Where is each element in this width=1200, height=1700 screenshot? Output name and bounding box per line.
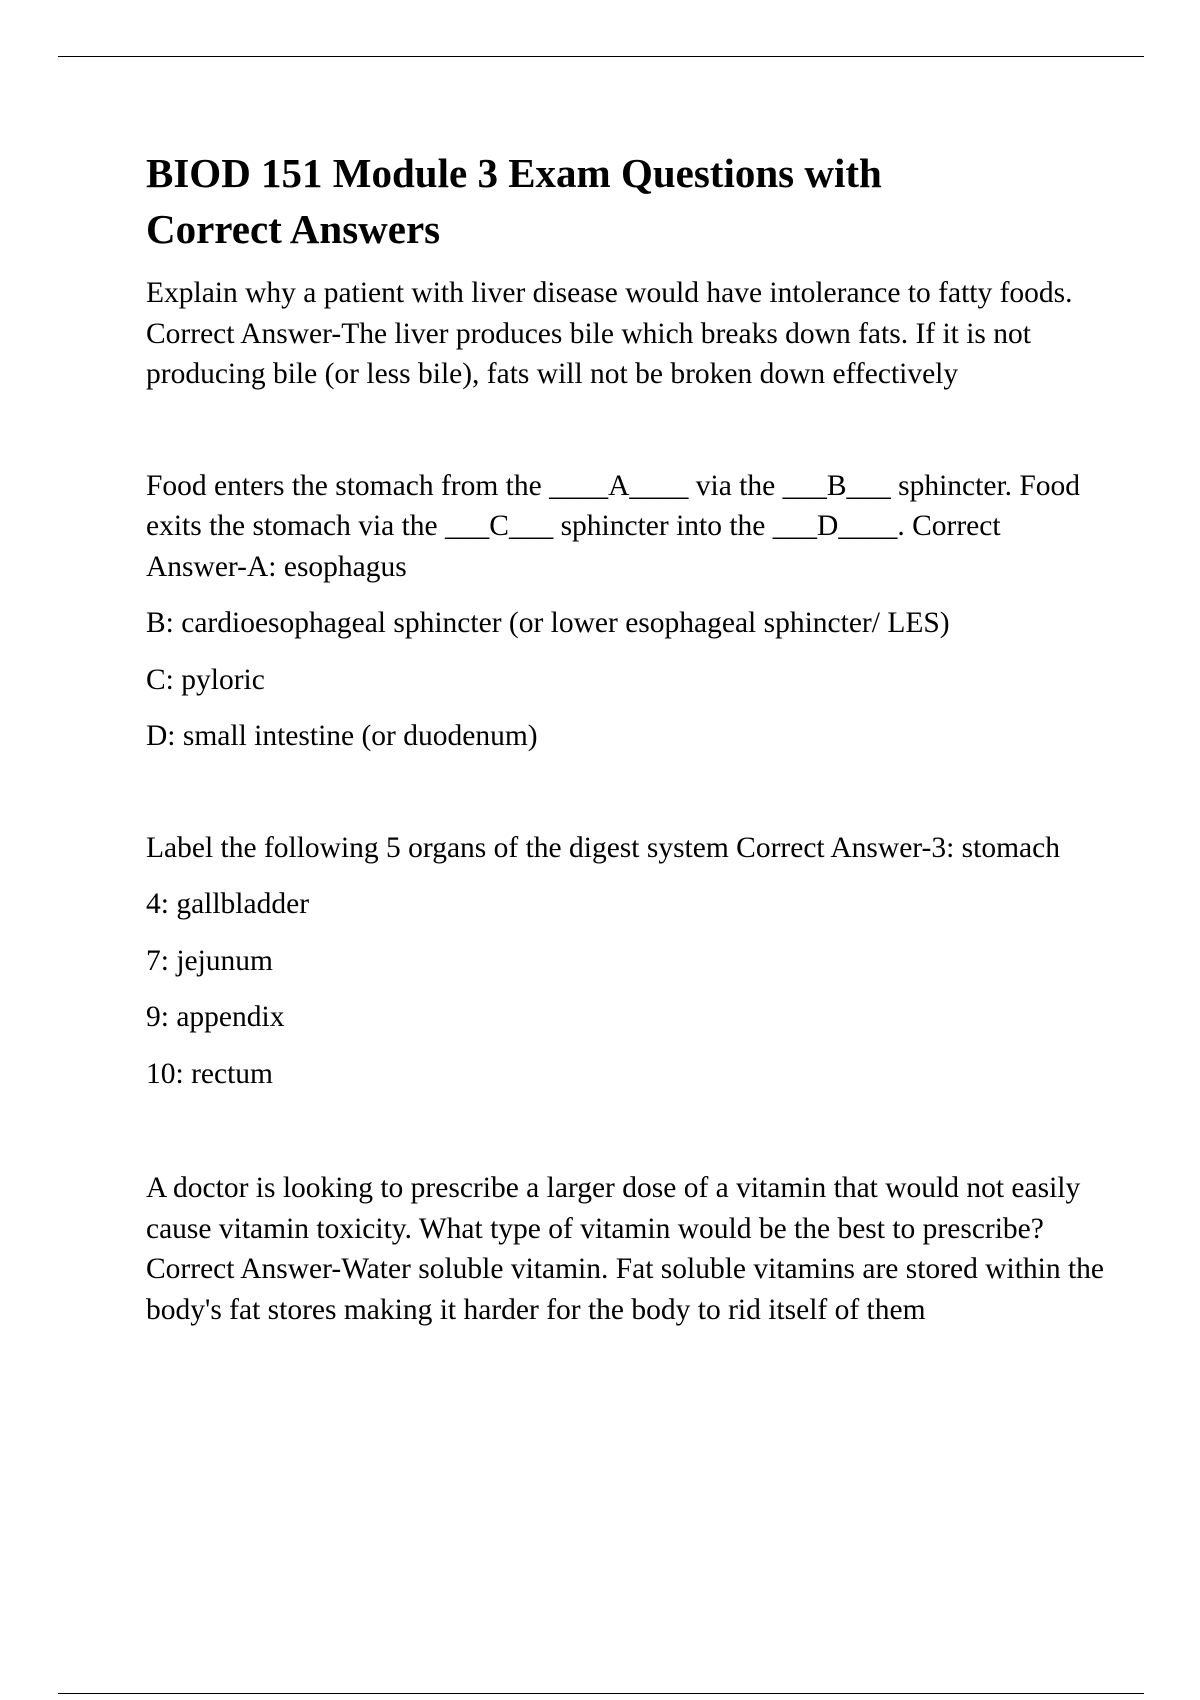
bottom-rule bbox=[58, 1693, 1144, 1694]
question-text: Food enters the stomach from the ____A____ via the ___B___ sphincter. Food exits the stomach via the ___C___ sphincter into the ___D____. Correct Answer-A: esophagus bbox=[146, 469, 1081, 583]
question-block-2 bbox=[146, 466, 1106, 757]
top-rule bbox=[58, 56, 1144, 57]
answer-line: 9: appendix bbox=[146, 1001, 285, 1033]
question-text: A doctor is looking to prescribe a larger dose of a vitamin that would not easily cause vitamin toxicity. What type of vitamin would be the best to prescribe? Correct Answer-Water soluble vitamin. Fat soluble vitamins are stored within the body's fat stores making it harder for the body to rid itself of them bbox=[146, 1172, 1105, 1326]
document-title: BIOD 151 Module 3 Exam Questions with Correct Answers bbox=[146, 150, 882, 252]
answer-line: 10: rectum bbox=[146, 1057, 273, 1090]
answer-line: D: small intestine (or duodenum) bbox=[146, 720, 538, 752]
question-block-1 bbox=[146, 273, 1106, 395]
answer-line: 7: jejunum bbox=[146, 944, 274, 977]
question-text: Explain why a patient with liver disease would have intolerance to fatty foods. Correct Answer-The liver produces bile which breaks down fats. If it is not producing bile (or less bile), fats will not be broken down effectively bbox=[146, 277, 1073, 390]
question-text: Label the following 5 organs of the digest system Correct Answer-3: stomach bbox=[146, 831, 1060, 864]
question-block-4 bbox=[146, 1168, 1106, 1330]
answer-line: 4: gallbladder bbox=[146, 888, 310, 920]
document-body bbox=[146, 145, 1106, 1330]
answer-line: B: cardioesophageal sphincter (or lower esophageal sphincter/ LES) bbox=[146, 607, 950, 639]
answer-line: C: pyloric bbox=[146, 663, 265, 696]
question-block-3 bbox=[146, 828, 1106, 1095]
